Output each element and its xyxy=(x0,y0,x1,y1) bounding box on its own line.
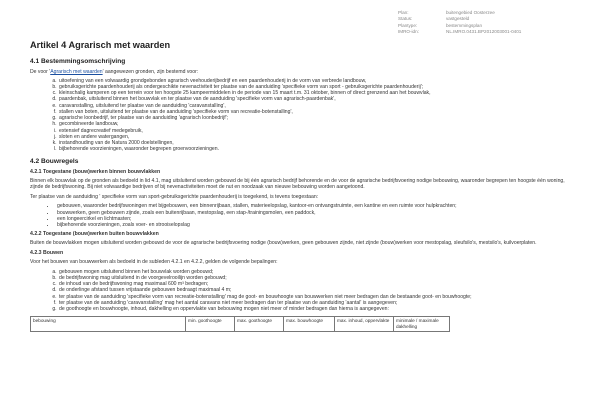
list-item: e. caravanstalling, uitsluitend ter plaatse van de aanduiding 'caravanstalling', xyxy=(58,103,578,109)
table-header-cell: bebouwing xyxy=(31,317,186,331)
list-item: d. de onderlinge afstand tussen vrijstaande gebouwen bedraagt maximaal 4 m; xyxy=(58,287,578,293)
list-item: f. stallen van boten, uitsluitend ter plaatse van de aanduiding 'specifieke vorm van recreatie-botenstalling', xyxy=(58,109,578,115)
section-intro xyxy=(30,69,578,76)
section-heading-bestemmingsomschrijving: 4.1 Bestemmingsomschrijving xyxy=(30,58,126,65)
meta-row-imro xyxy=(398,29,598,35)
bullet-item: • een longeercirkel en lichtmasten; xyxy=(56,216,578,222)
list-item: k. instandhouding van de Natura 2000 doelstellingen, xyxy=(58,140,578,146)
table-header-cell: min. goothoogte xyxy=(186,317,235,331)
meta-key: Plan: xyxy=(398,10,409,15)
document-metadata xyxy=(398,10,598,35)
meta-value: NL.IMRO.0431.BP2012003001-0401 xyxy=(446,28,522,34)
bullet-item: • bouwwerken, geen gebouwen zijnde, zoals een buitenrijbaan, mestopslag, een stap-/trainingsmolen, een paddock, xyxy=(56,210,578,216)
paragraph-buiten-bouwvlak: Buiten de bouwvlakken mogen uitsluitend worden gebouwd de voor de agrarische bedrijfsvoering nodige (bouw)werken, geen gebouwen zijnde, niet zijnde (bouw)werken voor mestopslag, sleufsilo's, mestsilo's, kuilvoerplaten. xyxy=(30,240,537,247)
subsection-heading-binnen-bouwvlakken: 4.2.1 Toegestane (bouw)werken binnen bouwvlakken xyxy=(30,168,161,175)
list-item: a. gebouwen mogen uitsluitend binnen het bouwvlak worden gebouwd; xyxy=(58,269,578,275)
bebouwing-table xyxy=(30,316,450,331)
meta-value: vastgesteld xyxy=(446,16,470,22)
paragraph-paardenhouderij: Ter plaatse van de aanduiding ' specifieke vorm van sport-gebruiksgerichte paardenhouderij is toegekend, is tevens toegestaan: xyxy=(30,193,319,200)
list-item: g. de goothoogte en bouwhoogte, inhoud, dakhelling en oppervlakte van bebouwing mogen niet meer of minder bedragen dan hierna is aangegeven: xyxy=(58,306,578,312)
meta-key: IMRO-idn: xyxy=(398,28,419,34)
list-item: b. de bedrijfswoning mag uitsluitend in de voorgevelrooilijn worden gebouwd; xyxy=(58,275,578,281)
list-item: f. ter plaatse van de aanduiding 'caravanstalling' mag het aantal caravans niet meer bedragen dan ter plaatse van de aanduiding 'aantal' is aangegeven; xyxy=(58,300,578,306)
paragraph-binnen-bouwvlak: Binnen elk bouwvlak op de gronden als bedoeld in lid 4.1, mag uitsluitend worden gebouwd de bij één agrarisch bedrijf behorende en de voor de agrarische bedrijfsvoering nodige bebouwing, waaronder begrepen ten hoogste één woning, zijnde de bedrijfswoning. Bij niet volwaardige bedrijven of bij nevenactiviteiten moet de nut en noodzaak van nieuwe bebouwing worden aangetoond. xyxy=(30,177,565,191)
bullet-item: • gebouwen, waaronder bedrijfswoningen met bijgebouwen, een binnenrijbaan, stallen, materieelopslag, kantoor-en ontvangstruimte, een kantine en een ruimte voor hulpkrachten; xyxy=(56,203,578,209)
section-heading-bouwregels: 4.2 Bouwregels xyxy=(30,157,79,165)
toegestaan-bullet-list xyxy=(30,203,578,228)
intro-text-after: ' aangewezen gronden, zijn bestemd voor: xyxy=(102,69,199,75)
subsection-heading-buiten-bouwvlakken: 4.2.2 Toegestane (bouw)werken buiten bouwvlakken xyxy=(30,231,159,238)
meta-key: Plantype: xyxy=(398,22,418,28)
table-header-cell: max. goothoogte xyxy=(235,317,284,331)
list-item: c. de inhoud van de bedrijfswoning mag maximaal 600 m³ bedragen; xyxy=(58,281,578,287)
intro-text-before: De voor ' xyxy=(30,69,51,75)
table-header-cell: minimale / maximale dakhelling xyxy=(394,317,450,331)
article-content xyxy=(30,40,578,332)
list-item: j. sloten en andere watergangen, xyxy=(58,134,578,140)
table-header-row xyxy=(31,317,450,331)
paragraph-bouwen: Voor het bouwen van bouwwerken als bedoeld in de subleden 4.2.1 en 4.2.2, gelden de volgende bepalingen: xyxy=(30,258,278,265)
bullet-item: • bijbehorende voorzieningen, zoals voer- en strooiselopslag xyxy=(56,222,578,228)
list-item: g. agrarische loonbedrijf, ter plaatse van de aanduiding 'agrarisch loonbedrijf'; xyxy=(58,115,578,121)
list-item: b. gebruiksgerichte paardenhouderij als ondergeschikte nevenactiviteit ter plaatse van de aanduiding 'specifieke vorm van sport - gebruiksgerichte paardenhouderij'; xyxy=(58,84,578,90)
article-title: Artikel 4 Agrarisch met waarden xyxy=(30,40,171,50)
meta-key: Status: xyxy=(398,16,413,22)
list-item: i. extensief dagrecreatief medegebruik, xyxy=(58,128,578,134)
agrarisch-met-waarden-link[interactable]: Agrarisch met waarden xyxy=(50,69,103,75)
subsection-heading-bouwen: 4.2.3 Bouwen xyxy=(30,249,64,256)
list-item: l. bijbehorende voorzieningen, waaronder begrepen groenvoorzieningen. xyxy=(58,146,578,152)
list-item: d. paardenbak, uitsluitend binnen het bouwvlak en ter plaatse van de aanduiding 'specifieke vorm van agrarisch-paardenbak', xyxy=(58,96,578,102)
meta-value: buitengebied Oosterzee xyxy=(446,10,495,15)
bouwen-list xyxy=(30,269,578,313)
list-item: h. gecombineerde landbouw, xyxy=(58,121,578,127)
table-header-cell: max. inhoud, oppervlakte xyxy=(335,317,394,331)
meta-value: bestemmingsplan xyxy=(446,22,483,28)
bestemming-list xyxy=(30,78,578,153)
list-item: c. kleinschalig kamperen op een terrein voor ten hoogste 25 kampeermiddelen in de periode van 15 maart t.m. 31 oktober, binnen of direct grenzend aan het bouwvlak, xyxy=(58,90,578,96)
table-header-cell: max. bouwhoogte xyxy=(284,317,335,331)
list-item: a. uitoefening van een volwaardig grondgebonden agrarisch veehouderijbedrijf en een paardenhouderij in de vorm van verbrede landbouw, xyxy=(58,78,578,84)
list-item: e. ter plaatse van de aanduiding 'specifieke vorm van recreatie-botenstalling' mag de goot- en bouwhoogte van bouwwerken niet meer bedragen dan de bestaande goot- en bouwhoogte; xyxy=(58,294,578,300)
